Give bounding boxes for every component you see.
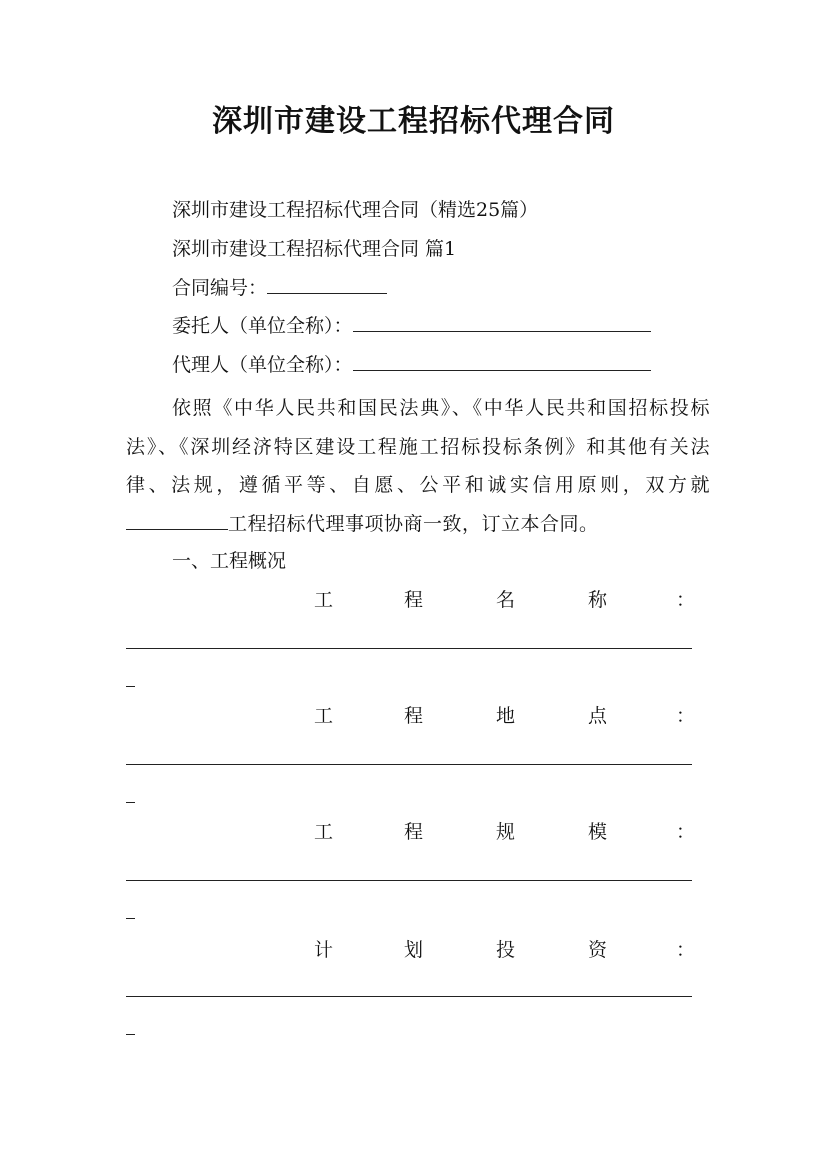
principal-blank[interactable] xyxy=(353,313,651,332)
contract-number-blank[interactable] xyxy=(267,275,387,294)
chapter-heading: 深圳市建设工程招标代理合同 篇1 xyxy=(172,238,457,260)
agent-line xyxy=(172,351,651,379)
principal-label: 委托人（单位全称）： xyxy=(172,315,353,337)
project-location-blank-line[interactable] xyxy=(126,764,692,765)
planned-investment-blank-line[interactable] xyxy=(126,996,692,997)
section1-heading: 一、工程概况 xyxy=(172,550,287,572)
field-project-location-label: 工 程 地 点 ： xyxy=(314,705,696,727)
project-scale-blank-line[interactable] xyxy=(126,880,692,881)
principal-line xyxy=(172,312,651,340)
planned-investment-blank-stub xyxy=(126,1034,135,1035)
project-name-blank-line[interactable] xyxy=(126,648,692,649)
contract-number-label: 合同编号： xyxy=(172,277,268,299)
intro-text-part2: 工程招标代理事项协商一致，订立本合同。 xyxy=(228,512,599,535)
document-subtitle: 深圳市建设工程招标代理合同（精选25篇） xyxy=(172,199,539,221)
intro-text-part1: 依照《中华人民共和国民法典》、《中华人民共和国招标投标法》、《深圳经济特区建设工程施工招标投标条例》和其他有关法律、法规，遵循平等、自愿、公平和诚实信用原则，双方就 xyxy=(126,397,710,496)
agent-blank[interactable] xyxy=(353,352,651,371)
field-project-name-label: 工 程 名 称 ： xyxy=(314,589,696,611)
project-scale-blank-stub xyxy=(126,918,135,919)
project-name-blank[interactable] xyxy=(126,511,228,530)
project-name-blank-stub xyxy=(126,686,135,687)
field-project-scale-label: 工 程 规 模 ： xyxy=(314,821,696,843)
agent-label: 代理人（单位全称）： xyxy=(172,354,353,376)
field-planned-investment-label: 计 划 投 资 ： xyxy=(314,939,696,961)
contract-number-line xyxy=(172,274,387,302)
document-title: 深圳市建设工程招标代理合同 xyxy=(212,104,615,139)
project-location-blank-stub xyxy=(126,802,135,803)
intro-paragraph xyxy=(126,389,710,543)
